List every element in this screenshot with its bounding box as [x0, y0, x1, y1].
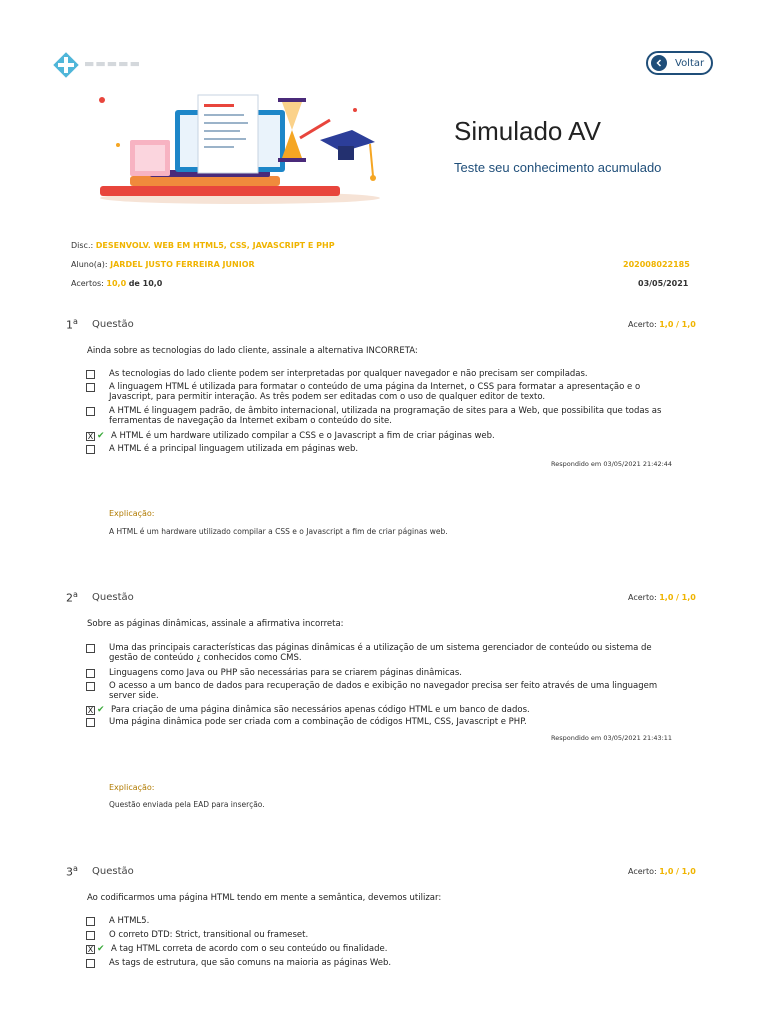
explanation-label: Explicação:	[109, 509, 155, 518]
answer-option[interactable]: Linguagens como Java ou PHP são necessárias para se criarem páginas dinâmicas.	[86, 668, 706, 678]
acertos-total: de 10,0	[128, 279, 163, 288]
acertos-value: 10,0	[106, 279, 127, 288]
answer-option[interactable]: A HTML5.	[86, 916, 706, 926]
question-label: Questão	[92, 319, 134, 330]
acertos-label: Acertos:	[71, 279, 104, 288]
check-icon: ✔	[97, 944, 105, 954]
answer-option-selected[interactable]: X ✔ Para criação de uma página dinâmica são necessários apenas código HTML e um banco de dados.	[87, 705, 530, 715]
disc-value: DESENVOLV. WEB EM HTML5, CSS, JAVASCRIPT E PHP	[95, 241, 335, 250]
answer-option-selected[interactable]: X ✔ A HTML é um hardware utilizado compilar a CSS e o Javascript a fim de criar páginas web.	[87, 431, 495, 441]
checkbox[interactable]	[86, 383, 95, 392]
check-icon: ✔	[97, 431, 105, 441]
voltar-label: Voltar	[675, 57, 705, 69]
acerto-score: Acerto: 1,0 / 1,0	[628, 320, 696, 329]
logo-wordmark: ▬▬▬▬▬	[84, 57, 141, 70]
hero-illustration	[90, 90, 390, 205]
answered-timestamp: Respondido em 03/05/2021 21:42:44	[551, 460, 673, 468]
checkbox[interactable]	[86, 407, 95, 416]
question-label: Questão	[92, 866, 134, 877]
question-text: Ao codificarmos uma página HTML tendo em mente a semântica, devemos utilizar:	[87, 893, 442, 903]
explanation-label: Explicação:	[109, 783, 155, 792]
disc-label: Disc.:	[71, 241, 94, 250]
exam-date: 03/05/2021	[638, 279, 689, 288]
question-number: 2$^a$	[66, 590, 78, 605]
question-number: 1$^a$	[66, 317, 78, 332]
answer-option-selected[interactable]: X ✔ A tag HTML correta de acordo com o seu conteúdo ou finalidade.	[87, 944, 388, 954]
answered-timestamp: Respondido em 03/05/2021 21:43:11	[551, 734, 673, 742]
disc-row	[71, 241, 335, 250]
aluno-row	[71, 260, 255, 269]
check-icon: ✔	[97, 705, 105, 715]
acerto-score: Acerto: 1,0 / 1,0	[628, 593, 696, 602]
explanation-text: Questão enviada pela EAD para inserção.	[109, 800, 265, 809]
checkbox[interactable]	[86, 445, 95, 454]
checkbox[interactable]	[86, 931, 95, 940]
answer-option[interactable]: A HTML é linguagem padrão, de âmbito internacional, utilizada na programação de sites para a Web, que possibilita que todas as ferramentas de navegação da Internet exibam o conteúdo do site.	[86, 406, 706, 426]
question-text: Ainda sobre as tecnologias do lado cliente, assinale a alternativa INCORRETA:	[87, 346, 418, 356]
checkbox[interactable]	[86, 370, 95, 379]
page-subtitle: Teste seu conhecimento acumulado	[454, 160, 662, 175]
answer-option[interactable]: Uma das principais características das páginas dinâmicas é a utilização de um sistema gerenciador de conteúdo ou sistema de gestão de conteúdo ¿ conhecidos como CMS.	[86, 643, 706, 663]
checkbox-checked[interactable]: X	[87, 945, 94, 954]
logo-icon	[53, 52, 79, 78]
checkbox[interactable]	[86, 917, 95, 926]
acerto-score: Acerto: 1,0 / 1,0	[628, 867, 696, 876]
answer-option[interactable]: A linguagem HTML é utilizada para formatar o conteúdo de uma página da Internet, o CSS para formatar a apresentação e o Javascript, para permitir interação. As três podem ser editadas com o uso de qualquer editor de texto.	[86, 382, 706, 402]
acertos-row	[71, 279, 162, 288]
explanation-text: A HTML é um hardware utilizado compilar a CSS e o Javascript a fim de criar páginas web.	[109, 527, 448, 536]
checkbox-checked[interactable]: X	[87, 706, 94, 715]
question-number: 3$^a$	[66, 864, 78, 879]
checkbox-checked[interactable]: X	[87, 432, 94, 441]
voltar-button[interactable]	[646, 51, 713, 75]
checkbox[interactable]	[86, 682, 95, 691]
answer-option[interactable]: As tecnologias do lado cliente podem ser interpretadas por qualquer navegador e não precisam ser compiladas.	[86, 369, 706, 379]
answer-option[interactable]: As tags de estrutura, que são comuns na maioria as páginas Web.	[86, 958, 706, 968]
answer-option[interactable]: O correto DTD: Strict, transitional ou frameset.	[86, 930, 706, 940]
question-label: Questão	[92, 592, 134, 603]
checkbox[interactable]	[86, 644, 95, 653]
question-text: Sobre as páginas dinâmicas, assinale a afirmativa incorreta:	[87, 619, 344, 629]
aluno-label: Aluno(a):	[71, 260, 108, 269]
answer-option[interactable]: O acesso a um banco de dados para recuperação de dados e exibição no navegador precisa ser feito através de uma linguagem server side.	[86, 681, 706, 701]
checkbox[interactable]	[86, 959, 95, 968]
checkbox[interactable]	[86, 669, 95, 678]
matricula: 202008022185	[623, 260, 690, 269]
answer-option[interactable]: Uma página dinâmica pode ser criada com a combinação de códigos HTML, CSS, Javascript e PHP.	[86, 717, 706, 727]
checkbox[interactable]	[86, 718, 95, 727]
answer-option[interactable]: A HTML é a principal linguagem utilizada em páginas web.	[86, 444, 706, 454]
page-title: Simulado AV	[454, 116, 601, 146]
aluno-value: JARDEL JUSTO FERREIRA JUNIOR	[110, 260, 255, 269]
chevron-left-icon	[651, 55, 667, 71]
